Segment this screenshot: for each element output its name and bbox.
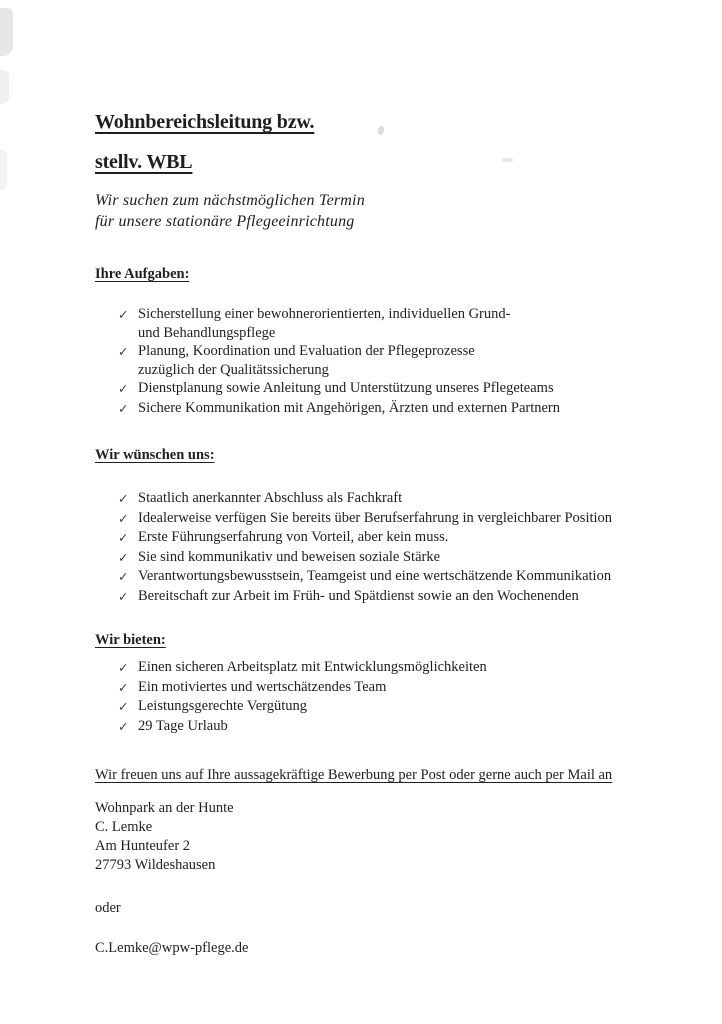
list-item-text: Staatlich anerkannter Abschluss als Fachkraft bbox=[138, 490, 403, 506]
list-item-text: 29 Tage Urlaub bbox=[138, 717, 228, 734]
checkmark-icon: ✓ bbox=[118, 569, 129, 584]
or-text: oder bbox=[95, 900, 121, 916]
checkmark-icon: ✓ bbox=[118, 400, 129, 416]
address-line: 27793 Wildeshausen bbox=[95, 857, 216, 873]
list-item-text: Idealerweise verfügen Sie bereits über Berufserfahrung in vergleichbarer Position bbox=[138, 509, 613, 526]
list-item-text: Verantwortungsbewusstsein, Teamgeist und eine wertschätzende Kommunikation bbox=[138, 568, 612, 584]
address-line: Wohnpark an der Hunte bbox=[95, 800, 234, 816]
section-tasks bbox=[95, 265, 643, 418]
intro-line1: Wir suchen zum nächstmöglichen Termin bbox=[95, 192, 365, 209]
job-title-line2: stellv. WBL bbox=[95, 151, 193, 173]
scan-artifact bbox=[0, 8, 13, 56]
address-line: C. Lemke bbox=[95, 819, 153, 835]
list-item-text: Sichere Kommunikation mit Angehörigen, Ärzten und externen Partnern bbox=[138, 399, 561, 416]
list-item bbox=[95, 658, 643, 678]
list-item bbox=[95, 509, 643, 529]
bullet-list bbox=[95, 658, 643, 736]
checkmark-icon: ✓ bbox=[118, 381, 129, 396]
checkmark-icon: ✓ bbox=[118, 679, 129, 695]
intro-text bbox=[95, 190, 643, 232]
section-wishes bbox=[95, 446, 643, 606]
list-item bbox=[95, 717, 643, 737]
checkmark-icon: ✓ bbox=[118, 307, 129, 322]
bullet-list bbox=[95, 305, 643, 418]
list-item bbox=[95, 379, 643, 399]
document-content bbox=[95, 110, 643, 958]
email-address: C.Lemke@wpw-pflege.de bbox=[95, 940, 249, 956]
intro-line2: für unsere stationäre Pflegeeinrichtung bbox=[95, 213, 355, 230]
list-item-text: Sicherstellung einer bewohnerorientierten, individuellen Grund- und Behandlungspflege bbox=[138, 306, 511, 341]
checkmark-icon: ✓ bbox=[118, 549, 129, 565]
list-item-text: Dienstplanung sowie Anleitung und Unterstützung unseres Pflegeteams bbox=[138, 380, 554, 396]
section-heading: Ihre Aufgaben: bbox=[95, 266, 190, 282]
list-item bbox=[95, 548, 643, 568]
list-item-text: Ein motiviertes und wertschätzendes Team bbox=[138, 678, 387, 695]
list-item-text: Erste Führungserfahrung von Vorteil, aber kein muss. bbox=[138, 529, 449, 545]
scan-artifact bbox=[0, 70, 9, 104]
list-item-text: Planung, Koordination und Evaluation der Pflegeprozesse zuzüglich der Qualitätssicherung bbox=[138, 343, 475, 378]
checkmark-icon: ✓ bbox=[118, 588, 129, 604]
list-item-text: Einen sicheren Arbeitsplatz mit Entwicklungsmöglichkeiten bbox=[138, 659, 487, 675]
section-heading: Wir bieten: bbox=[95, 632, 166, 648]
list-item-text: Sie sind kommunikativ und beweisen soziale Stärke bbox=[138, 548, 441, 565]
scan-artifact bbox=[0, 150, 7, 190]
list-item bbox=[95, 587, 643, 607]
application-invitation: Wir freuen uns auf Ihre aussagekräftige Bewerbung per Post oder gerne auch per Mail an bbox=[95, 767, 613, 783]
job-title-line1: Wohnbereichsleitung bzw. bbox=[95, 111, 315, 133]
bullet-list bbox=[95, 489, 643, 606]
list-item bbox=[95, 399, 643, 419]
checkmark-icon: ✓ bbox=[118, 344, 129, 359]
checkmark-icon: ✓ bbox=[118, 491, 129, 506]
checkmark-icon: ✓ bbox=[118, 530, 129, 545]
list-item bbox=[95, 305, 643, 342]
list-item bbox=[95, 697, 643, 717]
list-item-text: Bereitschaft zur Arbeit im Früh- und Spätdienst sowie an den Wochenenden bbox=[138, 587, 579, 604]
section-heading: Wir wünschen uns: bbox=[95, 447, 215, 463]
checkmark-icon: ✓ bbox=[118, 718, 129, 734]
list-item bbox=[95, 567, 643, 587]
closing-block bbox=[95, 766, 643, 958]
checkmark-icon: ✓ bbox=[118, 660, 129, 675]
list-item bbox=[95, 342, 643, 379]
list-item bbox=[95, 528, 643, 548]
checkmark-icon: ✓ bbox=[118, 699, 129, 714]
list-item-text: Leistungsgerechte Vergütung bbox=[138, 698, 307, 714]
address-line: Am Hunteufer 2 bbox=[95, 838, 191, 854]
checkmark-icon: ✓ bbox=[118, 510, 129, 526]
address-block bbox=[95, 799, 643, 875]
section-offers bbox=[95, 631, 643, 736]
list-item bbox=[95, 678, 643, 698]
list-item bbox=[95, 489, 643, 509]
